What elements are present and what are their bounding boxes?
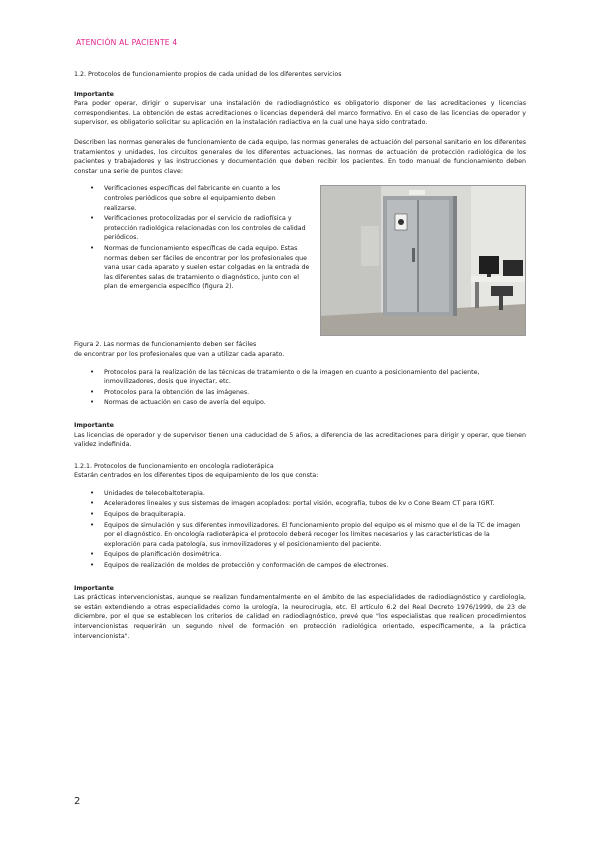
list-item: • Normas de funcionamiento específicas de cada equipo. Estas normas deben ser fáciles de encontrar por los profesionales que vana usar cada aparato y suelen estar colgadas en la entrada de las diferentes salas de tratamiento o diagnóstico, junto con el plan de emergencia específico (figura 2). (90, 244, 310, 292)
list-item: • Equipos de simulación y sus diferentes inmovilizadores. El funcionamiento propio del equipo es el mismo que el de la TC de imagen por el diagnóstico. En oncología radioterápica el protocolo deberá recoger los límites necesarios y las características de la exploración para cada patología, sus inmovilizadores y el posicionamiento del paciente. (90, 521, 526, 550)
list-item: • Protocolos para la obtención de las imágenes. (90, 388, 526, 398)
figure-block (74, 184, 526, 338)
important-text-1: Para poder operar, dirigir o supervisar una instalación de radiodiagnóstico es obligatorio disponer de las acreditaciones y licencias correspondientes. La obtención de estas acreditaciones o licencias dependerá del marco formativo. En el caso de las licencias de operador y supervisor, es obligatorio solicitar su aplicación en la instalación radiactiva en la cual une haya sido contratado. (74, 100, 526, 127)
bullet-list-figure (90, 184, 310, 293)
list-item: • Verificaciones protocolizadas por el servicio de radiofísica y protección radiológica relacionadas con los controles de calidad periódicos. (90, 214, 310, 243)
important-text-3: Las prácticas intervencionistas, aunque se realizan fundamentalmente en el ámbito de las especialidades de radiodiagnóstico y cardiología, se están extendiendo a otras especialidades como la urología, la neurocirugía, etc. El artículo 6.2 del Real Decreto 1976/1999, de 23 de diciembre, por el que se establecen los criterios de calidad en radiodiagnóstico, prevé que "los especialistas que realicen procedimientos intervencionistas requerirán un segundo nivel de formación en protección radiológica orientado, específicamente, a la práctica intervencionista". (74, 594, 526, 640)
section-title: 1.2. Protocolos de funcionamiento propios de cada unidad de los diferentes servicios (74, 71, 342, 78)
important-text-2: Las licencias de operador y de supervisor tienen una caducidad de 5 años, a diferencia de las acreditaciones para dirigir y operar, que tienen validez indefinida. (74, 431, 526, 449)
important-label-2: Importante (74, 421, 114, 429)
list-item: • Unidades de telecobaltoterapia. (90, 489, 526, 499)
important-label-3: Importante (74, 584, 114, 592)
running-header: ATENCIÓN AL PACIENTE 4 (76, 38, 178, 47)
list-item: • Verificaciones específicas del fabricante en cuanto a los controles periódicos que sobre el equipamiento deben realizarse. (90, 184, 310, 213)
intro-paragraph: Describen las normas generales de funcionamiento de cada equipo, las normas generales de actuación del personal sanitario en los diferentes tratamientos y unidades, los circuitos generales de los diferentes actuaciones, las normas de actuación de protección radiológica de los pacientes y trabajadores y las instrucciones y documentación que deben recibir los pacientes. En todo manual de funcionamiento deben constar una serie de puntos clave: (74, 138, 526, 175)
list-item: • Protocolos para la realización de las técnicas de tratamiento o de la imagen en cuanto a posicionamiento del paciente, inmovilizadores, dosis que inyectar, etc. (90, 368, 526, 387)
list-item: • Equipos de realización de moldes de protección y conformación de campos de electrones. (90, 561, 526, 571)
figure-photo-radiation-room-door (320, 185, 526, 336)
page-number: 2 (74, 796, 81, 807)
list-item: • Normas de actuación en caso de avería del equipo. (90, 398, 526, 408)
figure-caption-line-2: de encontrar por los profesionales que van a utilizar cada aparato. (74, 350, 285, 358)
list-item: • Equipos de planificación dosimétrica. (90, 550, 526, 560)
list-item: • Aceleradores lineales y sus sistemas de imagen acoplados: portal visión, ecografía, tubos de kv o Cone Beam CT para IGRT. (90, 499, 526, 509)
important-label-1: Importante (74, 90, 114, 98)
list-item: • Equipos de braquiterapia. (90, 510, 526, 520)
page-content (74, 70, 526, 641)
subsection-intro: Estarán centrados en los diferentes tipos de equipamiento de los que consta: (74, 472, 319, 480)
bullet-list-protocols (90, 368, 526, 408)
subsection-title: 1.2.1. Protocolos de funcionamiento en oncología radioterápica (74, 462, 274, 470)
figure-caption-line-1: Figura 2. Las normas de funcionamiento deben ser fáciles (74, 341, 257, 349)
bullet-list-equipment (90, 489, 526, 571)
